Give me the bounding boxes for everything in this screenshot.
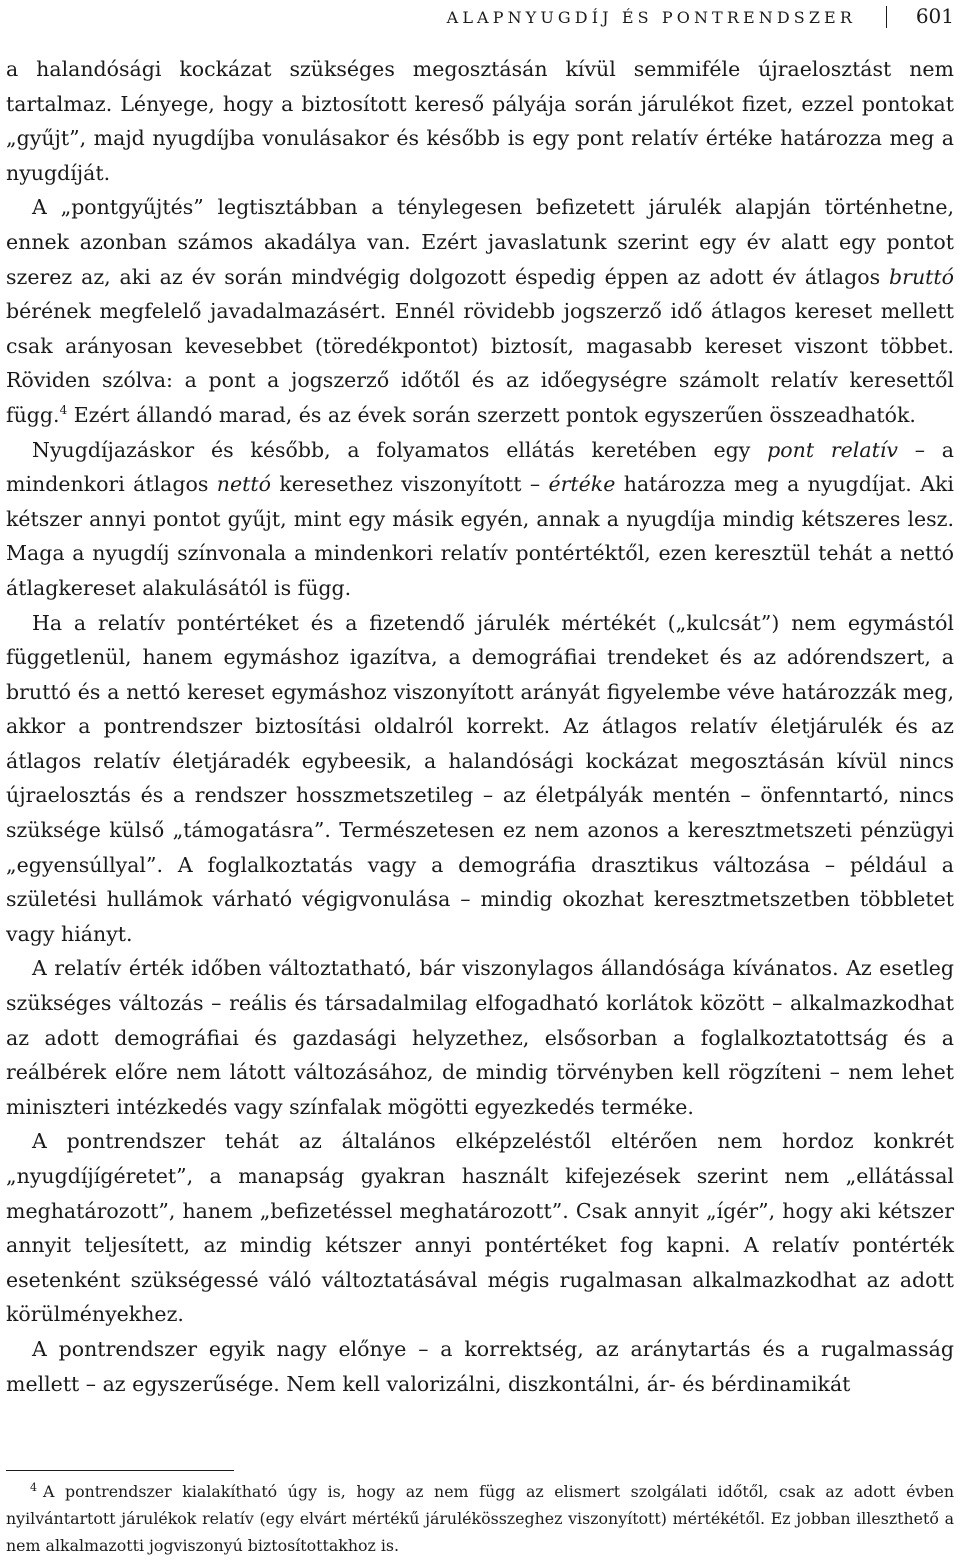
paragraph-6-text: A pontrendszer tehát az általános elképzeléstől eltérően nem hordoz konkrét „nyugdíjígéretet”, a manapság gyakran használt kifejezések szerint nem „ellátással meghatározott”, hanem „befizetéssel meghatározott”. Csak annyit „ígér”, hogy aki kétszer annyit teljesített, az mindig kétszer annyi pontértéket fog kapni. A relatív pontérték esetenként szükségessé váló változtatásával mégis rugalmasan alkalmazkodhat az adott körülményekhez. <box>6 1129 954 1327</box>
header-divider <box>886 6 887 28</box>
paragraph-3 <box>6 433 954 606</box>
paragraph-4-text: Ha a relatív pontértéket és a fizetendő járulék mértékét („kulcsát”) nem egymástól függetlenül, hanem egymáshoz igazítva, a demográfiai trendeket és az adórendszert, a bruttó és a nettó kereset egymáshoz viszonyított arányát figyelembe véve határozzák meg, akkor a pontrendszer biztosítási oldalról korrekt. Az átlagos relatív életjárulék és az átlagos relatív életjáradék egybeesik, a halandósági kockázat megosztásán kívül nincs újraelosztás és a rendszer hosszmetszetileg – az életpályák mentén – önfenntartó, nincs szüksége külső „támogatásra”. Természetesen ez nem azonos a keresztmetszeti pénzügyi „egyensúllyal”. A foglalkoztatás vagy a demográfia drasztikus változása – például a születési hullámok várható végigvonulása – mindig okozhat keresztmetszetben többletet vagy hiányt. <box>6 610 954 946</box>
paragraph-3-text-b: – a mindenkori átlagos <box>6 437 954 497</box>
running-title: ALAPNYUGDÍJ ÉS PONTRENDSZER <box>446 8 856 27</box>
paragraph-1 <box>6 52 954 190</box>
footnote-reference: 4 <box>59 403 68 418</box>
paragraph-2 <box>6 190 954 432</box>
paragraph-7-text: A pontrendszer egyik nagy előnye – a korrektség, az aránytartás és a rugalmasság mellett – az egyszerűsége. Nem kell valorizálni, diszkontálni, ár- és bérdinamikát <box>6 1336 954 1396</box>
paragraph-2-text-c: Ezért állandó marad, és az évek során szerzett pontok egyszerűen összeadhatók. <box>67 402 916 427</box>
paragraph-7 <box>6 1332 954 1401</box>
paragraph-4 <box>6 606 954 952</box>
paragraph-6 <box>6 1124 954 1332</box>
footnote-divider <box>6 1470 234 1471</box>
paragraph-3-italic-a: pont relatív <box>767 437 898 462</box>
paragraph-1-text: a halandósági kockázat szükséges megosztásán kívül semmiféle újraelosztást nem tartalmaz. Lényege, hogy a biztosított kereső pályája során járulékot fizet, ezzel pontokat „gyűjt”, majd nyugdíjba vonulásakor és később is egy pont relatív értéke határozza meg a nyugdíját. <box>6 57 954 185</box>
main-text <box>6 52 954 1401</box>
paragraph-5 <box>6 951 954 1124</box>
page-number: 601 <box>915 4 954 28</box>
running-header <box>0 4 960 32</box>
paragraph-3-italic-c: értéke <box>548 472 616 497</box>
paragraph-3-text-a: Nyugdíjazáskor és később, a folyamatos ellátás keretében egy <box>32 437 768 462</box>
paragraph-2-text-b: bérének megfelelő javadalmazásért. Ennél rövidebb jogszerző idő átlagos kereset mellett csak arányosan kevesebbet (töredékpontot) biztosít, magasabb kereset viszont többet. Röviden szólva: a pont a jogszerző időtől és az időegységre számolt relatív keresettől függ. <box>6 299 954 427</box>
paragraph-3-text-c: keresethez viszonyított – <box>270 472 549 497</box>
paragraph-2-italic: bruttó <box>889 264 954 289</box>
footnote-mark: 4 <box>30 1480 37 1494</box>
footnote-text: A pontrendszer kialakítható úgy is, hogy az nem függ az elismert szolgálati időtől, csak az adott évben nyilvántartott járulékok relatív (egy elvárt mértékű járulékösszeghez viszonyított) mértékétől. Ez jobban illeszthető a nem alkalmazotti jogviszonyú biztosítottakhoz is. <box>6 1482 954 1555</box>
paragraph-3-italic-b: nettó <box>216 472 271 497</box>
paragraph-5-text: A relatív érték időben változtatható, bár viszonylagos állandósága kívánatos. Az esetleg szükséges változás – reális és társadalmilag elfogadható korlátok között – alkalmazkodhat az adott demográfiai és gazdasági helyzethez, elsősorban a foglalkoztatottság és a reálbérek előre nem látott változásához, de mindig törvényben kell rögzíteni – nem lehet miniszteri intézkedés vagy színfalak mögötti egyezkedés terméke. <box>6 956 954 1119</box>
paragraph-2-text-a: A „pontgyűjtés” legtisztábban a ténylegesen befizetett járulék alapján történhetne, ennek azonban számos akadálya van. Ezért javaslatunk szerint egy év alatt egy pontot szerez az, aki az év során mindvégig dolgozott éspedig éppen az adott év átlagos <box>6 195 954 289</box>
paragraph-3-text-d: határozza meg a nyugdíjat. Aki kétszer annyi pontot gyűjt, mint egy másik egyén, annak a nyugdíja mindig kétszeres lesz. Maga a nyugdíj színvonala a mindenkori relatív pontértéktől, ezen keresztül tehát a nettó átlagkereset alakulásától is függ. <box>6 472 954 600</box>
footnote <box>6 1478 954 1559</box>
